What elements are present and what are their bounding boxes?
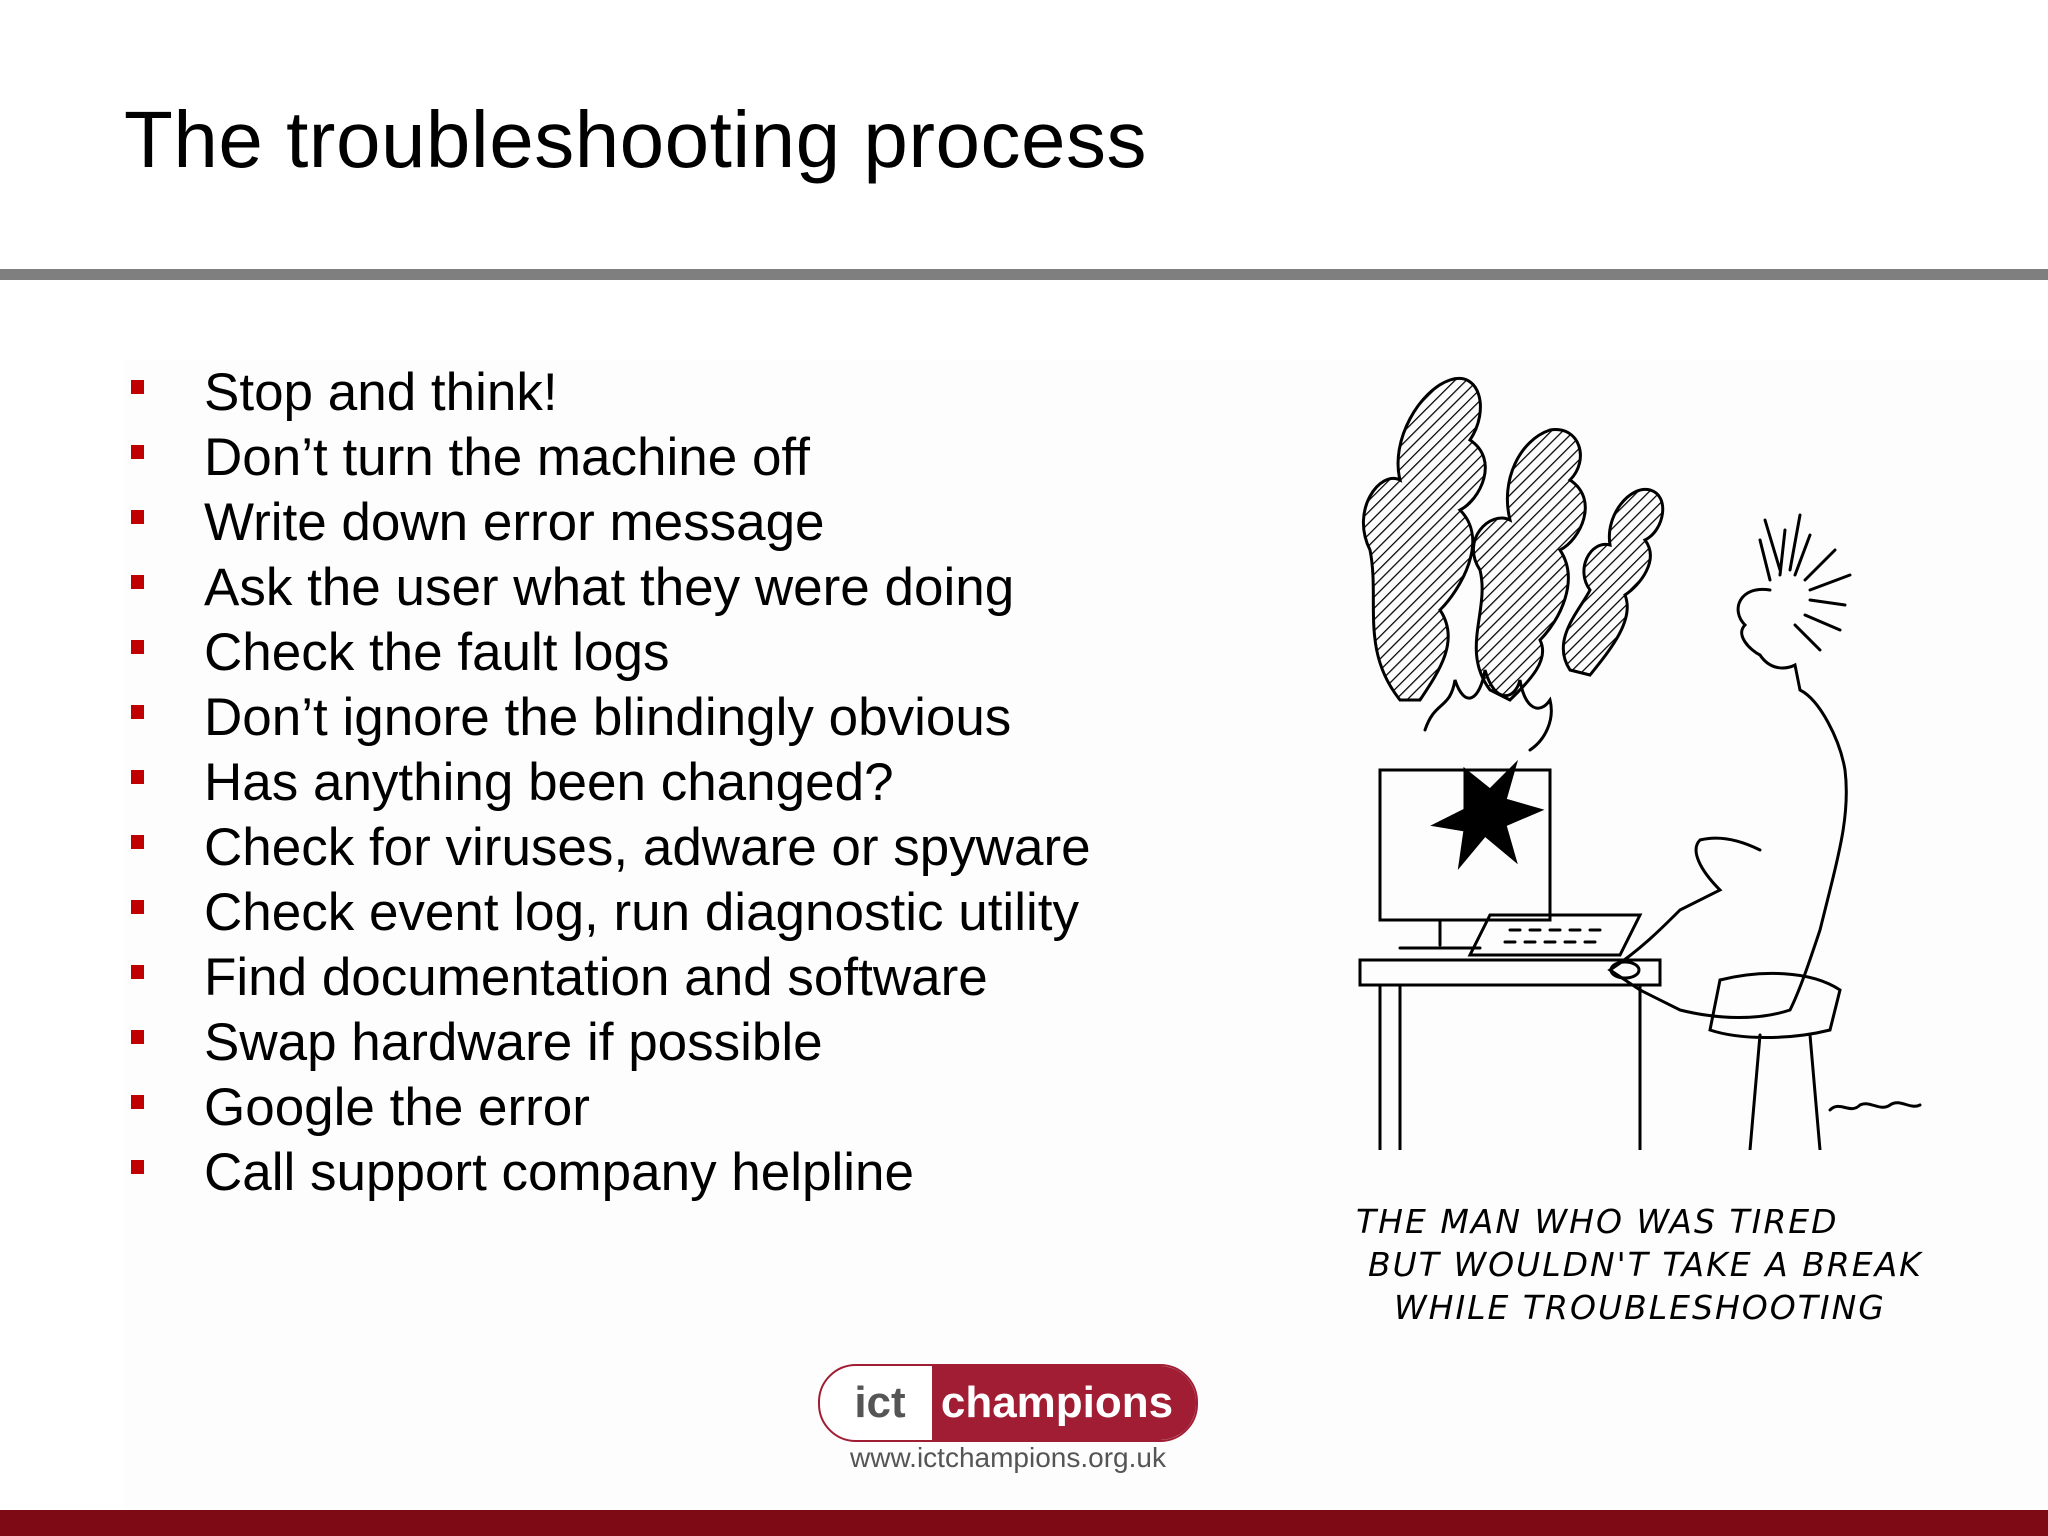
bullet-square-icon [131, 380, 144, 394]
bullet-item: Don’t turn the machine off [128, 425, 1091, 490]
bullet-item: Find documentation and software [128, 945, 1091, 1010]
logo-champions-text: champions [932, 1366, 1196, 1440]
person-figure [1610, 589, 1846, 1017]
bullet-square-icon [131, 575, 144, 589]
bullet-item: Call support company helpline [128, 1140, 1091, 1205]
bullet-square-icon [131, 770, 144, 784]
bullet-square-icon [131, 1030, 144, 1044]
bullet-square-icon [131, 835, 144, 849]
bullet-square-icon [131, 705, 144, 719]
explosion-icon [1435, 765, 1540, 865]
desk-icon [1360, 960, 1660, 1150]
title-divider [0, 269, 2048, 280]
mouse-icon [1611, 962, 1639, 978]
cartoon-caption [1340, 1200, 1980, 1329]
bullet-square-icon [131, 965, 144, 979]
bullet-item: Swap hardware if possible [128, 1010, 1091, 1075]
cartoon-illustration [1340, 370, 1980, 1150]
smoke-plume-icon [1363, 378, 1662, 700]
bullet-square-icon [131, 900, 144, 914]
website-url: www.ictchampions.org.uk [850, 1442, 1166, 1473]
bullet-item: Ask the user what they were doing [128, 555, 1091, 620]
bullet-square-icon [131, 1160, 144, 1174]
bullet-list [128, 360, 1091, 1205]
flame-icon [1425, 670, 1551, 750]
bullet-item: Google the error [128, 1075, 1091, 1140]
bullet-square-icon [131, 1095, 144, 1109]
slide-title: The troubleshooting process [124, 95, 1147, 184]
bullet-item: Check for viruses, adware or spyware [128, 815, 1091, 880]
bullet-square-icon [131, 510, 144, 524]
logo-ict-text: ict [854, 1378, 906, 1427]
footer-bar [0, 1510, 2048, 1536]
bullet-item: Has anything been changed? [128, 750, 1091, 815]
bullet-item: Stop and think! [128, 360, 1091, 425]
ict-champions-logo [818, 1364, 1198, 1442]
bullet-square-icon [131, 445, 144, 459]
bullet-item: Don’t ignore the blindingly obvious [128, 685, 1091, 750]
caption-line: THE MAN WHO WAS TIRED [1356, 1202, 1839, 1241]
wild-hair-icon [1760, 515, 1850, 650]
signature-scribble [1830, 1103, 1920, 1110]
caption-line: WHILE TROUBLESHOOTING [1394, 1288, 1886, 1327]
bullet-item: Check the fault logs [128, 620, 1091, 685]
bullet-item: Write down error message [128, 490, 1091, 555]
bullet-square-icon [131, 640, 144, 654]
chair-icon [1710, 973, 1840, 1150]
bullet-item: Check event log, run diagnostic utility [128, 880, 1091, 945]
caption-line: BUT WOULDN'T TAKE A BREAK [1368, 1245, 1923, 1284]
